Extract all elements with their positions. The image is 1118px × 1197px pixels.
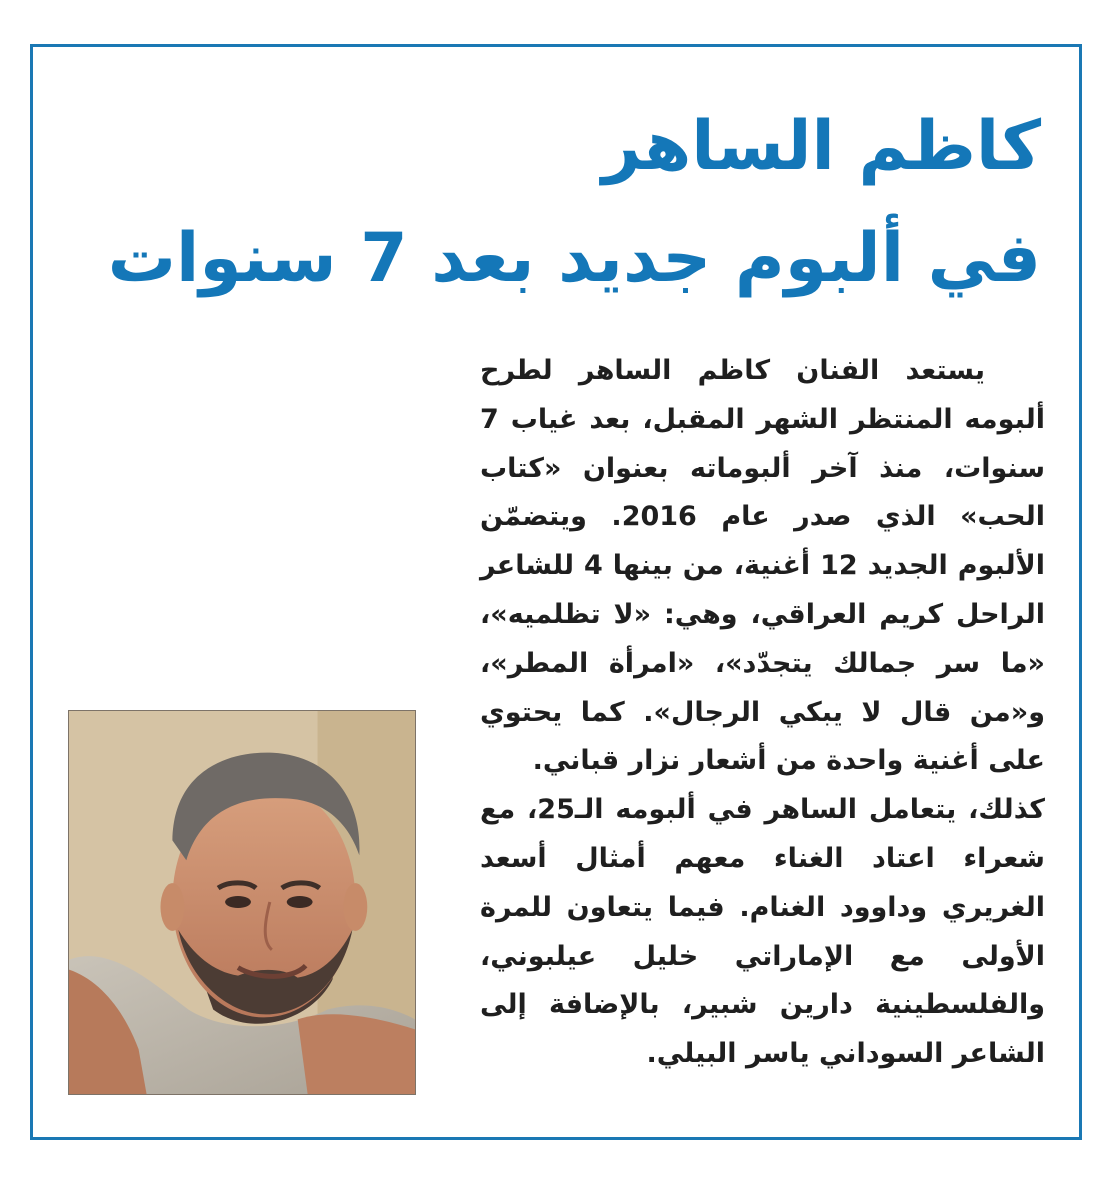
portrait-illustration bbox=[69, 711, 415, 1094]
headline-line-1: كاظم الساهر bbox=[601, 107, 1041, 186]
article-paragraph-1: يستعد الفنان كاظم الساهر لطرح ألبومه المنتظر الشهر المقبل، بعد غياب 7 سنوات، منذ آخر ألبوماته بعنوان «كتاب الحب» الذي صدر عام 2016. ويتضمّن الألبوم الجديد 12 أغنية، من بينها 4 للشاعر الراحل كريم العراقي، وهي: «لا تظلميه»، «ما سر جمالك يتجدّد»، «امرأة المطر»، و«من قال لا يبكي الرجال». كما يحتوي على أغنية واحدة من أشعار نزار قباني. bbox=[480, 355, 1045, 777]
headline-line-2: في ألبوم جديد بعد 7 سنوات bbox=[107, 219, 1041, 298]
article-body bbox=[480, 347, 1045, 1079]
article-frame bbox=[30, 44, 1082, 1140]
article-paragraph-2: كذلك، يتعامل الساهر في ألبومه الـ25، مع شعراء اعتاد الغناء معهم أمثال أسعد الغريري وداوود الغنام. فيما يتعاون للمرة الأولى مع الإماراتي خليل عيلبوني، والفلسطينية دارين شبير، بالإضافة إلى الشاعر السوداني ياسر البيلي. bbox=[480, 794, 1045, 1070]
article-headline bbox=[41, 91, 1041, 315]
singer-photo bbox=[68, 710, 416, 1095]
